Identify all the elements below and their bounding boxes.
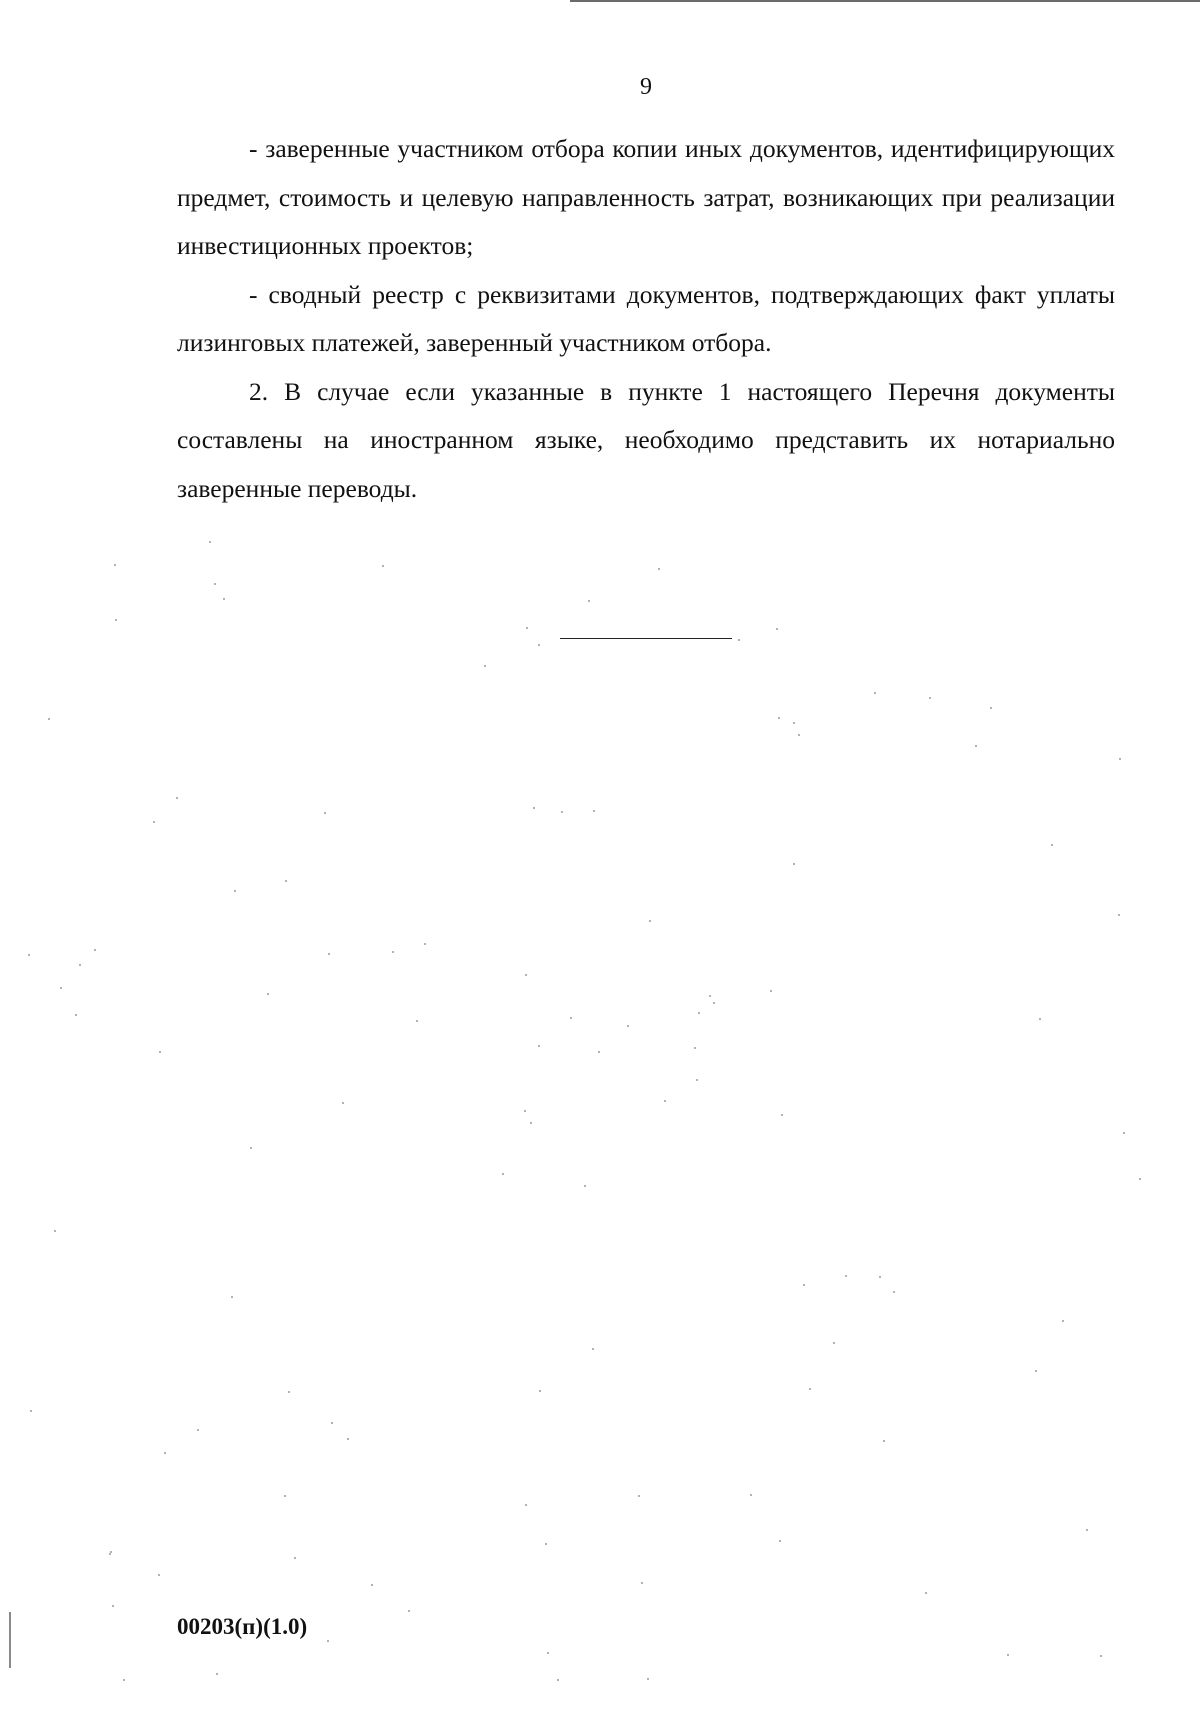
scan-speck <box>975 745 977 747</box>
page-number: 9 <box>640 74 652 100</box>
scan-speck <box>164 1452 166 1454</box>
scan-speck <box>750 1494 752 1496</box>
scan-speck <box>60 987 62 989</box>
scan-speck <box>696 1079 698 1081</box>
scan-speck <box>641 1582 643 1584</box>
scan-speck <box>738 639 740 641</box>
scan-speck <box>779 1540 781 1542</box>
scan-speck <box>1007 1654 1009 1656</box>
scan-speck <box>592 1348 594 1350</box>
scan-speck <box>267 993 269 995</box>
scan-speck <box>647 1678 649 1680</box>
scan-speck <box>54 1230 56 1232</box>
scan-speck <box>879 1276 881 1278</box>
scan-speck <box>94 949 96 951</box>
scan-speck <box>627 1025 629 1027</box>
scan-speck <box>28 954 30 956</box>
scan-speck <box>416 1020 418 1022</box>
scan-speck <box>159 1051 161 1053</box>
scan-speck <box>845 1275 847 1277</box>
scan-speck <box>1139 1178 1141 1180</box>
scan-speck <box>803 1284 805 1286</box>
scan-speck <box>371 1584 373 1586</box>
scan-speck <box>649 920 651 922</box>
scan-speck <box>1039 1018 1041 1020</box>
scan-speck <box>328 953 330 955</box>
scan-speck <box>1086 1529 1088 1531</box>
scan-speck <box>342 1102 344 1104</box>
scan-speck <box>561 811 563 813</box>
scan-speck <box>530 1122 532 1124</box>
scan-speck <box>197 1429 199 1431</box>
scan-speck <box>793 722 795 724</box>
scan-speck <box>1035 1370 1037 1372</box>
scan-speck <box>713 1002 715 1004</box>
scan-speck <box>327 1640 329 1642</box>
scan-speck <box>408 1610 410 1612</box>
scan-speck <box>231 1296 233 1298</box>
paragraph-certified-copies: - заверенные участником отбора копии иных документов, идентифицирующих предмет, стоимость и целевую направленность затрат, возникающих при реализации инвестиционных проектов; <box>177 134 1115 260</box>
scan-speck <box>347 1438 349 1440</box>
scan-speck <box>209 541 211 543</box>
scan-speck <box>893 1291 895 1293</box>
scan-speck <box>809 1388 811 1390</box>
scan-speck <box>547 1652 549 1654</box>
scan-speck <box>538 1045 540 1047</box>
scan-speck <box>525 974 527 976</box>
scan-speck <box>570 1017 572 1019</box>
scan-speck <box>1062 1320 1064 1322</box>
scan-speck <box>112 1605 114 1607</box>
scan-speck <box>584 1185 586 1187</box>
scan-speck <box>638 1495 640 1497</box>
scan-speck <box>216 1673 218 1675</box>
scan-speck <box>176 797 178 799</box>
scan-speck <box>874 692 876 694</box>
scan-speck <box>123 1679 125 1681</box>
scan-speck <box>331 1422 333 1424</box>
scan-speck <box>925 1592 927 1594</box>
scan-speck <box>1119 758 1121 760</box>
paragraph-leasing-registry: - сводный реестр с реквизитами документов, подтверждающих факт уплаты лизинговых платежей, заверенный участником отбора. <box>177 279 1115 357</box>
paragraph-foreign-translation: 2. В случае если указанные в пункте 1 настоящего Перечня документы составлены на иностранном языке, необходимо представить их нотариально заверенные переводы. <box>177 376 1115 503</box>
scan-speck <box>284 1495 286 1497</box>
scan-speck <box>502 1173 504 1175</box>
scan-speck <box>114 564 116 566</box>
scan-speck <box>1118 914 1120 916</box>
scan-speck <box>694 1047 696 1049</box>
document-body <box>177 125 1115 513</box>
scan-speck <box>1051 844 1053 846</box>
scan-speck <box>1123 1132 1125 1134</box>
scan-speck <box>392 951 394 953</box>
scan-speck <box>709 995 711 997</box>
scan-speck <box>698 1012 700 1014</box>
scan-speck <box>294 1557 296 1559</box>
scan-speck <box>48 718 50 720</box>
scan-speck <box>770 990 772 992</box>
section-separator-line <box>560 638 732 639</box>
scan-speck <box>593 810 595 812</box>
scan-edge-left <box>9 1612 11 1668</box>
scan-speck <box>533 807 535 809</box>
scan-speck <box>250 1147 252 1149</box>
scan-speck <box>288 1391 290 1393</box>
scan-speck <box>778 717 780 719</box>
scan-speck <box>382 565 384 567</box>
scan-edge-top <box>570 0 1200 2</box>
scan-speck <box>158 1574 160 1576</box>
document-code: 00203(п)(1.0) <box>177 1614 308 1639</box>
scan-speck <box>524 1110 526 1112</box>
scan-speck <box>798 734 800 736</box>
scan-speck <box>115 619 117 621</box>
scan-speck <box>598 1051 600 1053</box>
scan-speck <box>883 1440 885 1442</box>
scan-speck <box>79 964 81 966</box>
scan-speck <box>153 821 155 823</box>
scan-speck <box>990 707 992 709</box>
scan-speck <box>776 628 778 630</box>
scan-speck <box>109 1553 111 1555</box>
scan-speck <box>781 1114 783 1116</box>
scan-speck <box>557 1679 559 1681</box>
scan-speck <box>664 1100 666 1102</box>
scan-speck <box>833 1342 835 1344</box>
scan-speck <box>539 1390 541 1392</box>
scan-speck <box>424 943 426 945</box>
scan-speck <box>484 665 486 667</box>
scan-speck <box>526 627 528 629</box>
scan-speck <box>324 812 326 814</box>
scan-speck <box>75 1014 77 1016</box>
scan-speck <box>538 644 540 646</box>
scan-speck <box>525 1504 527 1506</box>
scan-speck <box>1100 1655 1102 1657</box>
scan-speck <box>545 1543 547 1545</box>
scan-speck <box>285 880 287 882</box>
scan-speck <box>214 583 216 585</box>
scan-speck <box>588 600 590 602</box>
scan-speck <box>234 890 236 892</box>
scan-speck <box>793 863 795 865</box>
scan-speck <box>30 1410 32 1412</box>
scan-speck <box>223 598 225 600</box>
scan-speck <box>929 697 931 699</box>
scan-speck <box>658 568 660 570</box>
